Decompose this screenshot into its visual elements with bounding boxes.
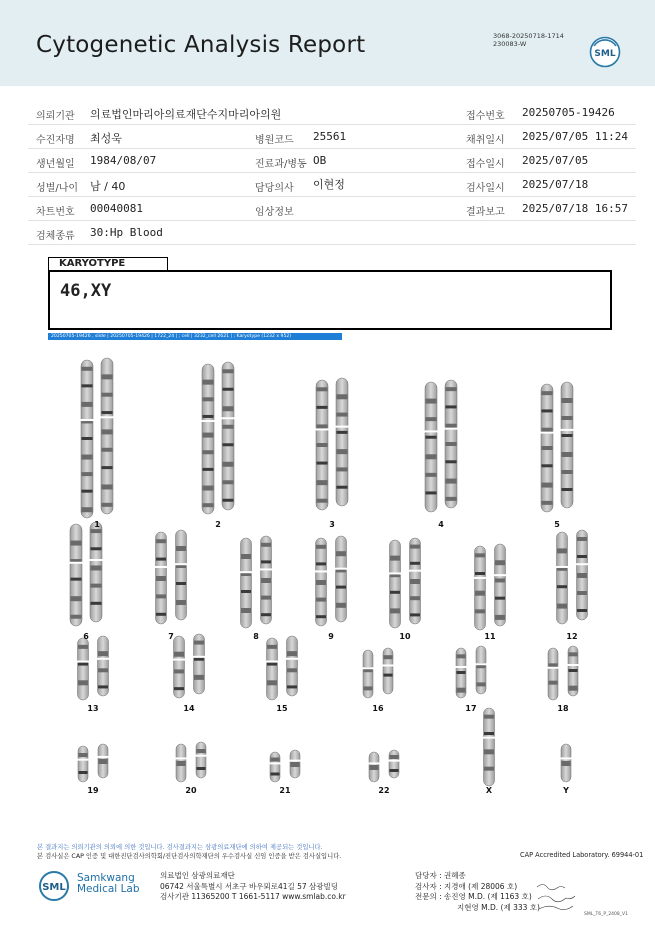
- info-row: [28, 125, 636, 149]
- dob-value: 1984/08/07: [90, 154, 157, 167]
- chromosome-pair-4: [425, 380, 458, 512]
- chromosome-pair-14: [173, 634, 205, 698]
- collected-label: 채취일시: [466, 135, 505, 146]
- disclaimer-line2: 본 검사실은 CAP 인증 및 대한진단검사의학회/진단검사의학재단의 우수검사실 신임 인증을 받은 검사실입니다.: [37, 853, 342, 860]
- staff-line1: 담당자 : 권혜종: [415, 871, 466, 880]
- lab-address: [160, 871, 346, 903]
- chromosome-pair-3: [316, 378, 349, 510]
- chromosome-label-x: X: [485, 786, 493, 795]
- info-row: [28, 173, 636, 197]
- lab-staff: [415, 871, 540, 913]
- cap-accreditation: CAP Accredited Laboratory. 69944-01: [520, 851, 644, 859]
- document-code-line1: 3068-20250718-1714: [493, 32, 564, 40]
- chart-value: 00040081: [90, 202, 143, 215]
- chromosome-pair-15: [266, 636, 298, 700]
- patient-label: 수진자명: [36, 135, 75, 146]
- document-code-line2: 230083-W: [493, 40, 527, 48]
- brand-line2: Medical Lab: [77, 883, 140, 895]
- chromosome-pair-7: [155, 530, 187, 624]
- karyogram-image: [0, 340, 655, 800]
- chromosome-pair-9: [315, 536, 347, 626]
- chromosome-label-7: 7: [168, 632, 174, 641]
- address-line2: 06742 서울특별시 서초구 바우뫼로41길 57 삼광빌딩: [160, 881, 339, 891]
- doctor-value: 이현정: [313, 178, 345, 191]
- chromosome-label-11: 11: [484, 632, 496, 641]
- reported-value: 2025/07/18 16:57: [522, 202, 628, 215]
- chromosome-pair-19: [78, 744, 109, 782]
- chromosome-pair-12: [556, 530, 588, 624]
- karyotype-result-box: [48, 270, 612, 330]
- chart-label: 차트번호: [36, 207, 75, 218]
- brand-name: [77, 873, 140, 895]
- address-line3: 검사기관 11365200 T 1661-5117 www.smlab.co.kr: [160, 892, 346, 901]
- chromosome-label-18: 18: [557, 704, 569, 713]
- chromosome-label-22: 22: [378, 786, 390, 795]
- disclaimer-line1: 본 결과지는 의뢰기관의 의뢰에 의한 것입니다. 검사결과지는 삼광의료재단에 의하여 제공되는 것입니다.: [37, 844, 323, 851]
- dept-label: 진료과/병동: [255, 159, 307, 170]
- sex-age-value: 남 / 40: [90, 180, 126, 193]
- chromosome-pair-8: [240, 536, 272, 628]
- specimen-label: 검체종류: [36, 231, 75, 242]
- chromosome-label-y: Y: [563, 786, 569, 795]
- collected-value: 2025/07/05 11:24: [522, 130, 628, 143]
- chromosome-pair-21: [270, 750, 301, 782]
- staff-line4: 지현영 M.D. (제 333 호): [457, 902, 540, 912]
- clinical-label: 임상정보: [255, 207, 294, 218]
- chromosome-label-14: 14: [183, 704, 195, 713]
- receipt-no-value: 20250705-19426: [522, 106, 615, 119]
- patient-info-table: [28, 101, 636, 245]
- samkwang-logo-icon: [36, 870, 72, 902]
- chromosome-pair-2: [202, 362, 235, 514]
- chromosome-label-5: 5: [554, 520, 560, 529]
- chromosome-label-3: 3: [329, 520, 335, 529]
- chromosome-pair-18: [548, 646, 579, 700]
- report-footer: [0, 838, 655, 925]
- signature-icon: [535, 881, 585, 911]
- chromosome-pair-17: [456, 646, 487, 698]
- sex-age-label: 성별/나이: [36, 183, 79, 194]
- chromosome-pair-6: [70, 522, 103, 626]
- form-code: SML_T6_P_2408_V1: [584, 912, 628, 917]
- chromosome-label-20: 20: [185, 786, 197, 795]
- chromosome-label-4: 4: [438, 520, 444, 529]
- specimen-value: 30:Hp Blood: [90, 226, 163, 239]
- chromosome-pair-20: [176, 742, 207, 782]
- brand-line1: Samkwang: [77, 872, 135, 884]
- chromosome-pair-16: [363, 648, 394, 698]
- institution-value: 의료법인마리아의료재단수지마리아의원: [90, 108, 282, 121]
- karyotype-tab-label: KARYOTYPE: [48, 257, 168, 271]
- chromosome-pair-11: [474, 544, 506, 630]
- chromosome-label-1: 1: [94, 520, 100, 529]
- chromosome-label-21: 21: [279, 786, 291, 795]
- tested-value: 2025/07/18: [522, 178, 589, 191]
- chromosome-label-8: 8: [253, 632, 259, 641]
- tested-label: 검사일시: [466, 183, 505, 194]
- chromosome-label-17: 17: [465, 704, 477, 713]
- report-header: [0, 0, 655, 86]
- staff-line2: 검사자 : 지경애 (제 28006 호): [415, 881, 518, 891]
- chromosome-label-13: 13: [87, 704, 99, 713]
- logo-text: SML: [594, 49, 616, 59]
- document-code: [493, 32, 564, 48]
- chromosome-label-6: 6: [83, 632, 89, 641]
- receipt-no-label: 접수번호: [466, 111, 505, 122]
- info-row: [28, 101, 636, 125]
- chromosome-pair-x: [483, 708, 495, 786]
- chromosome-pair-y: [561, 744, 572, 782]
- chromosome-pair-5: [541, 382, 574, 512]
- chromosome-label-9: 9: [328, 632, 334, 641]
- chromosome-pair-1: [81, 358, 114, 518]
- doctor-label: 담당의사: [255, 183, 294, 194]
- chromosome-pair-10: [389, 538, 421, 628]
- reported-label: 결과보고: [466, 207, 505, 218]
- dept-value: OB: [313, 154, 327, 167]
- footer-logo-text: SML: [42, 882, 66, 893]
- chromosome-label-2: 2: [215, 520, 221, 529]
- info-row: [28, 221, 636, 245]
- hospital-code-label: 병원코드: [255, 135, 294, 146]
- hospital-code-value: 25561: [313, 130, 347, 143]
- chromosome-label-16: 16: [372, 704, 384, 713]
- received-label: 접수일시: [466, 159, 505, 170]
- karyogram-caption-bar: 20250705-19426 , slide | 20250705-19426 | 1722_24 | ; cell | 3232_cell 2621 | ; Karyotype (1232 x 952): [48, 333, 342, 340]
- chromosome-pair-13: [77, 636, 109, 700]
- karyogram-chromosomes: [0, 340, 655, 800]
- received-value: 2025/07/05: [522, 154, 589, 167]
- karyotype-result: 46,XY: [60, 281, 112, 301]
- institution-label: 의뢰기관: [36, 111, 75, 122]
- sml-logo-icon: [589, 36, 621, 68]
- chromosome-label-15: 15: [276, 704, 288, 713]
- info-row: [28, 149, 636, 173]
- dob-label: 생년월일: [36, 159, 75, 170]
- info-row: [28, 197, 636, 221]
- patient-value: 최성욱: [90, 132, 122, 145]
- report-title: Cytogenetic Analysis Report: [36, 32, 366, 58]
- chromosome-label-10: 10: [399, 632, 411, 641]
- address-line1: 의료법인 삼광의료재단: [160, 871, 235, 880]
- chromosome-label-19: 19: [87, 786, 99, 795]
- staff-line3: 전문의 : 송진영 M.D. (제 1163 호): [415, 892, 532, 901]
- chromosome-label-12: 12: [566, 632, 578, 641]
- chromosome-pair-22: [369, 750, 400, 782]
